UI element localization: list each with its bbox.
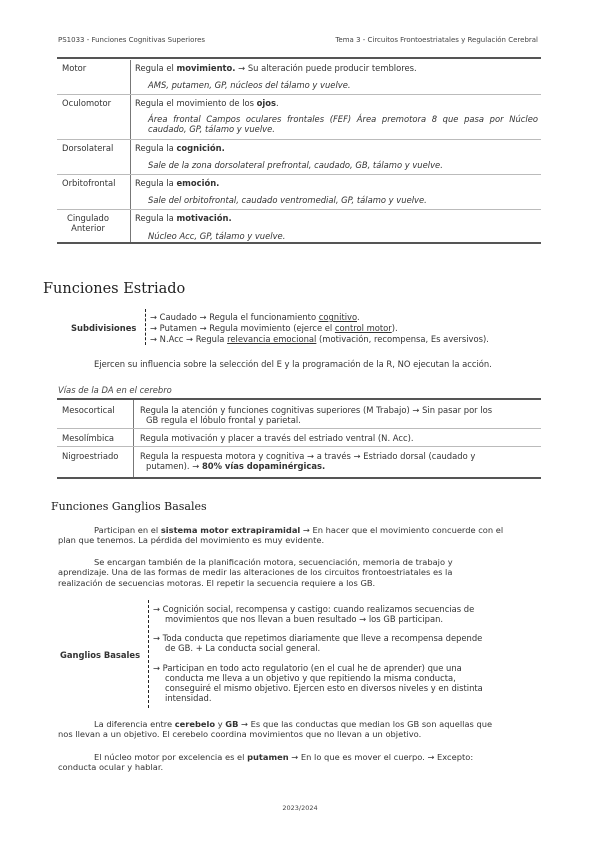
table-column-divider bbox=[130, 60, 131, 242]
row-divider bbox=[57, 209, 541, 210]
via-label-nigroestriado: Nigroestriado bbox=[62, 451, 119, 461]
estriado-item-caudado: → Caudado → Regula el funcionamiento cognitivo. bbox=[150, 312, 360, 322]
header-topic: Tema 3 - Circuitos Frontoestriatales y Regulación Cerebral bbox=[335, 36, 538, 44]
via-desc-mesolimbica: Regula motivación y placer a través del estriado ventral (N. Acc). bbox=[140, 433, 414, 443]
ganglios-item-2: → Toda conducta que repetimos diariamente que lleve a recompensa depende de GB. + La conducta social general. bbox=[153, 633, 483, 653]
via-label-mesolimbica: Mesolímbica bbox=[62, 433, 115, 443]
circuit-detail-oculomotor: Área frontal Campos oculares frontales (FEF) Área premotora 8 que pasa por Núcleo caudado, GP, tálamo y vuelve. bbox=[148, 114, 538, 134]
ganglios-basales-label: Ganglios Basales bbox=[60, 650, 141, 660]
section-title-ganglios: Funciones Ganglios Basales bbox=[51, 500, 207, 513]
ganglios-paragraph-1: Participan en el sistema motor extrapiramidal → En hacer que el movimiento concuerde con el plan que tenemos. La pérdida del movimiento es muy evidente. bbox=[58, 525, 504, 546]
via-desc-mesocortical: Regula la atención y funciones cognitivas superiores (M Trabajo) → Sin pasar por los GB regula el lóbulo frontal y parietal. bbox=[140, 405, 493, 425]
circuit-detail-orbitofrontal: Sale del orbitofrontal, caudado ventromedial, GP, tálamo y vuelve. bbox=[148, 195, 427, 205]
row-divider bbox=[57, 428, 541, 429]
circuit-label-cingulado: Cingulado Anterior bbox=[66, 213, 109, 233]
ganglios-paragraph-3: La diferencia entre cerebelo y GB → Es que las conductas que median los GB son aquellas que nos llevan a un objetivo. El cerebelo coordina movimientos que no llevan a un objetivo. bbox=[58, 719, 493, 740]
via-desc-nigroestriado: Regula la respuesta motora y cognitiva → a través → Estriado dorsal (caudado y putamen). → 80% vías dopaminérgicas. bbox=[140, 451, 476, 471]
table-top-rule bbox=[57, 57, 541, 59]
circuit-detail-cingulado: Núcleo Acc, GP, tálamo y vuelve. bbox=[148, 231, 286, 241]
circuit-desc-dorsolateral: Regula la cognición. bbox=[135, 143, 225, 153]
row-divider bbox=[57, 446, 541, 447]
table-bottom-rule bbox=[57, 242, 541, 244]
vias-bottom-rule bbox=[57, 477, 541, 479]
ganglios-dashed-line bbox=[148, 600, 149, 708]
circuit-desc-oculomotor: Regula el movimiento de los ojos. bbox=[135, 98, 279, 108]
circuit-desc-cingulado: Regula la motivación. bbox=[135, 213, 232, 223]
row-divider bbox=[57, 139, 541, 140]
circuit-label-orbitofrontal: Orbitofrontal bbox=[62, 178, 116, 188]
estriado-item-putamen: → Putamen → Regula movimiento (ejerce el control motor). bbox=[150, 323, 398, 333]
circuit-desc-orbitofrontal: Regula la emoción. bbox=[135, 178, 220, 188]
vias-column-divider bbox=[133, 400, 134, 478]
circuit-label-oculomotor: Oculomotor bbox=[62, 98, 112, 108]
circuit-detail-dorsolateral: Sale de la zona dorsolateral prefrontal, caudado, GB, tálamo y vuelve. bbox=[148, 160, 443, 170]
section-title-estriado: Funciones Estriado bbox=[43, 281, 186, 297]
estriado-note: Ejercen su influencia sobre la selección del E y la programación de la R, NO ejecutan la acción. bbox=[94, 359, 492, 369]
vias-title: Vías de la DA en el cerebro bbox=[58, 385, 172, 395]
ganglios-item-3: → Participan en todo acto regulatorio (en el cual he de aprender) que una conducta me lleva a un objetivo y que repitiendo la misma conducta, conseguiré el mismo objetivo. Ejercen esto en diversos niveles y en distinta intensidad. bbox=[153, 663, 483, 703]
footer-year: 2023/2024 bbox=[282, 804, 318, 812]
row-divider bbox=[57, 174, 541, 175]
estriado-item-nacc: → N.Acc → Regula relevancia emocional (motivación, recompensa, Es aversivos). bbox=[150, 334, 489, 344]
header-course: PS1033 - Funciones Cognitivas Superiores bbox=[58, 36, 206, 44]
via-label-mesocortical: Mesocortical bbox=[62, 405, 115, 415]
ganglios-item-1: → Cognición social, recompensa y castigo: cuando realizamos secuencias de movimientos que nos llevan a buen resultado → los GB participan. bbox=[153, 604, 475, 624]
circuit-detail-motor: AMS, putamen, GP, núcleos del tálamo y vuelve. bbox=[148, 80, 351, 90]
subdivisiones-dashed-line bbox=[145, 309, 146, 345]
ganglios-paragraph-4: El núcleo motor por excelencia es el putamen → En lo que es mover el cuerpo. → Excepto: conducta ocular y hablar. bbox=[58, 752, 474, 773]
circuit-label-motor: Motor bbox=[62, 63, 87, 73]
circuit-desc-motor: Regula el movimiento. → Su alteración puede producir temblores. bbox=[135, 63, 417, 73]
subdivisiones-label: Subdivisiones bbox=[71, 323, 137, 333]
ganglios-paragraph-2: Se encargan también de la planificación motora, secuenciación, memoria de trabajo y aprendizaje. Una de las formas de medir las alteraciones de los circuitos frontoestriatales es la realización de secuencias motoras. El repetir la secuencia requiere a los GB. bbox=[58, 557, 453, 588]
vias-top-rule bbox=[57, 398, 541, 400]
row-divider bbox=[57, 94, 541, 95]
circuit-label-dorsolateral: Dorsolateral bbox=[62, 143, 114, 153]
